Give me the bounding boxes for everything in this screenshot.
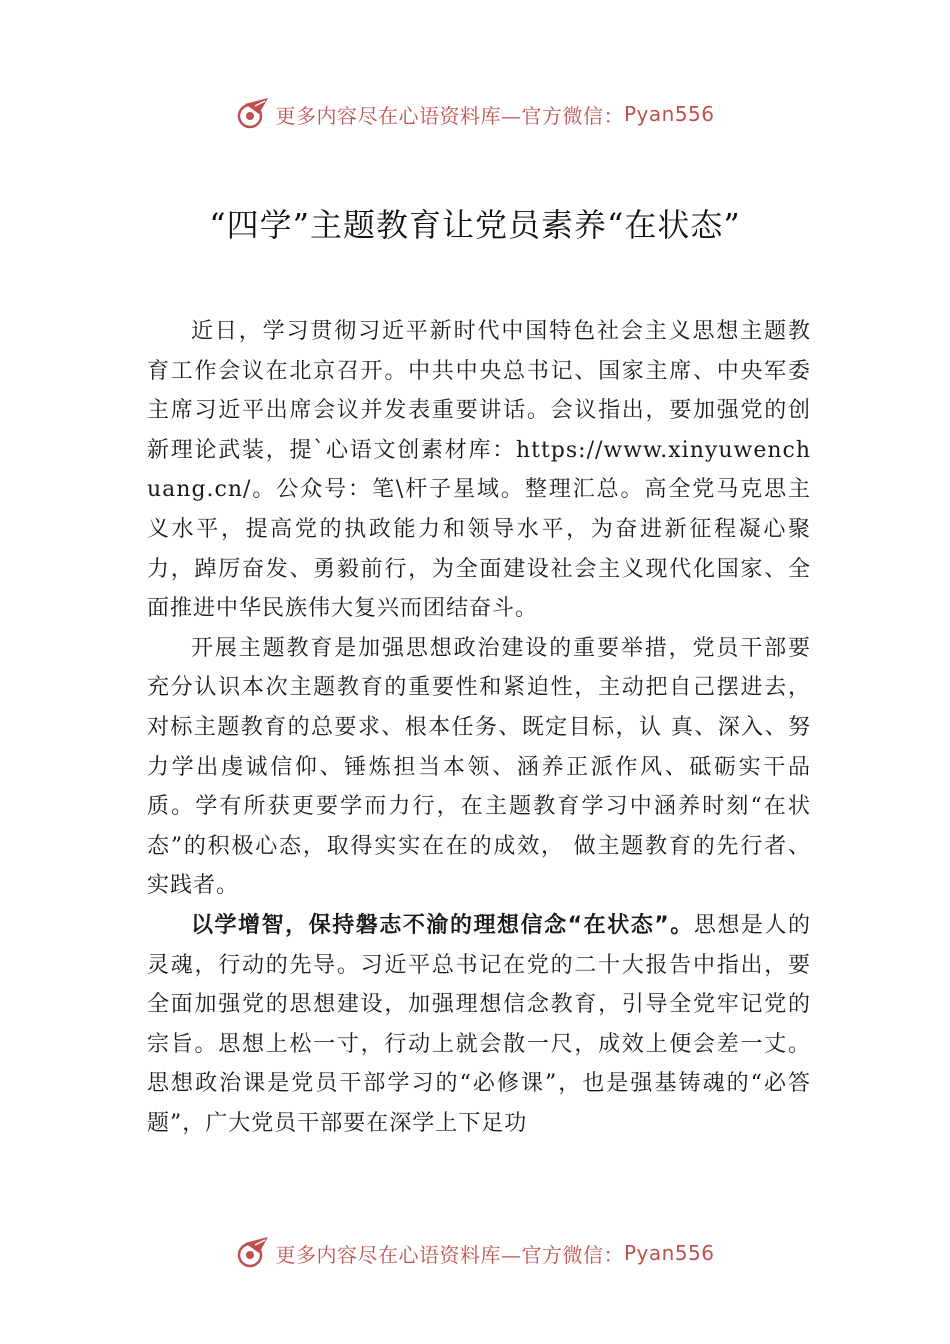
document-body	[147, 312, 811, 1143]
paragraph-1	[147, 312, 811, 629]
footer-banner	[0, 1233, 950, 1273]
header-banner-text: 更多内容尽在心语资料库—官方微信：	[275, 103, 624, 128]
header-banner	[0, 94, 950, 134]
footer-wechat-id: Pyan556	[623, 1241, 715, 1265]
paragraph-2-text: 开展主题教育是加强思想政治建设的重要举措，党员干部要充分认识本次主题教育的重要性和紧迫性，主动把自己摆进去，对标主题教育的总要求、根本任务、既定目标，认 真、深入、努力学出虔诚信仰、锤炼担当本领、涵养正派作风、砥砺实干品质。学有所获更要学而力行，在主题教育学习中涵养时刻“在状态”的积极心态，取得实实在在的成效， 做主题教育的先行者、实践者。	[147, 635, 811, 899]
paragraph-3-lead: 以学增智，保持磐志不渝的理想信念“在状态”。	[191, 912, 694, 938]
pen-logo-icon	[235, 1235, 271, 1271]
header-wechat-id: Pyan556	[623, 102, 715, 126]
paragraph-2	[147, 629, 811, 906]
pen-logo-icon	[235, 96, 271, 132]
footer-banner-text: 更多内容尽在心语资料库—官方微信：	[275, 1242, 624, 1267]
paragraph-1-text: 近日，学习贯彻习近平新时代中国特色社会主义思想主题教育工作会议在北京召开。中共中央总书记、国家主席、中央军委主席习近平出席会议并发表重要讲话。会议指出，要加强党的创新理论武装，提`心语文创素材库：https://www.xinyuwenchuang.cn/。公众号：笔\杆子星域。整理汇总。高全党马克思主义水平，提高党的执政能力和领导水平，为奋进新征程凝心聚力，踔厉奋发、勇毅前行，为全面建设社会主义现代化国家、全面推进中华民族伟大复兴而团结奋斗。	[147, 319, 811, 622]
paragraph-3-text: 思想是人的灵魂，行动的先导。习近平总书记在党的二十大报告中指出，要全面加强党的思想建设，加强理想信念教育，引导全党牢记党的宗旨。思想上松一寸，行动上就会散一尺，成效上便会差一丈。思想政治课是党员干部学习的“必修课”，也是强基铸魂的“必答题”，广大党员干部要在深学上下足功	[147, 912, 811, 1136]
document-title: “四学”主题教育让党员素养“在状态”	[209, 206, 741, 244]
paragraph-3	[147, 906, 811, 1144]
